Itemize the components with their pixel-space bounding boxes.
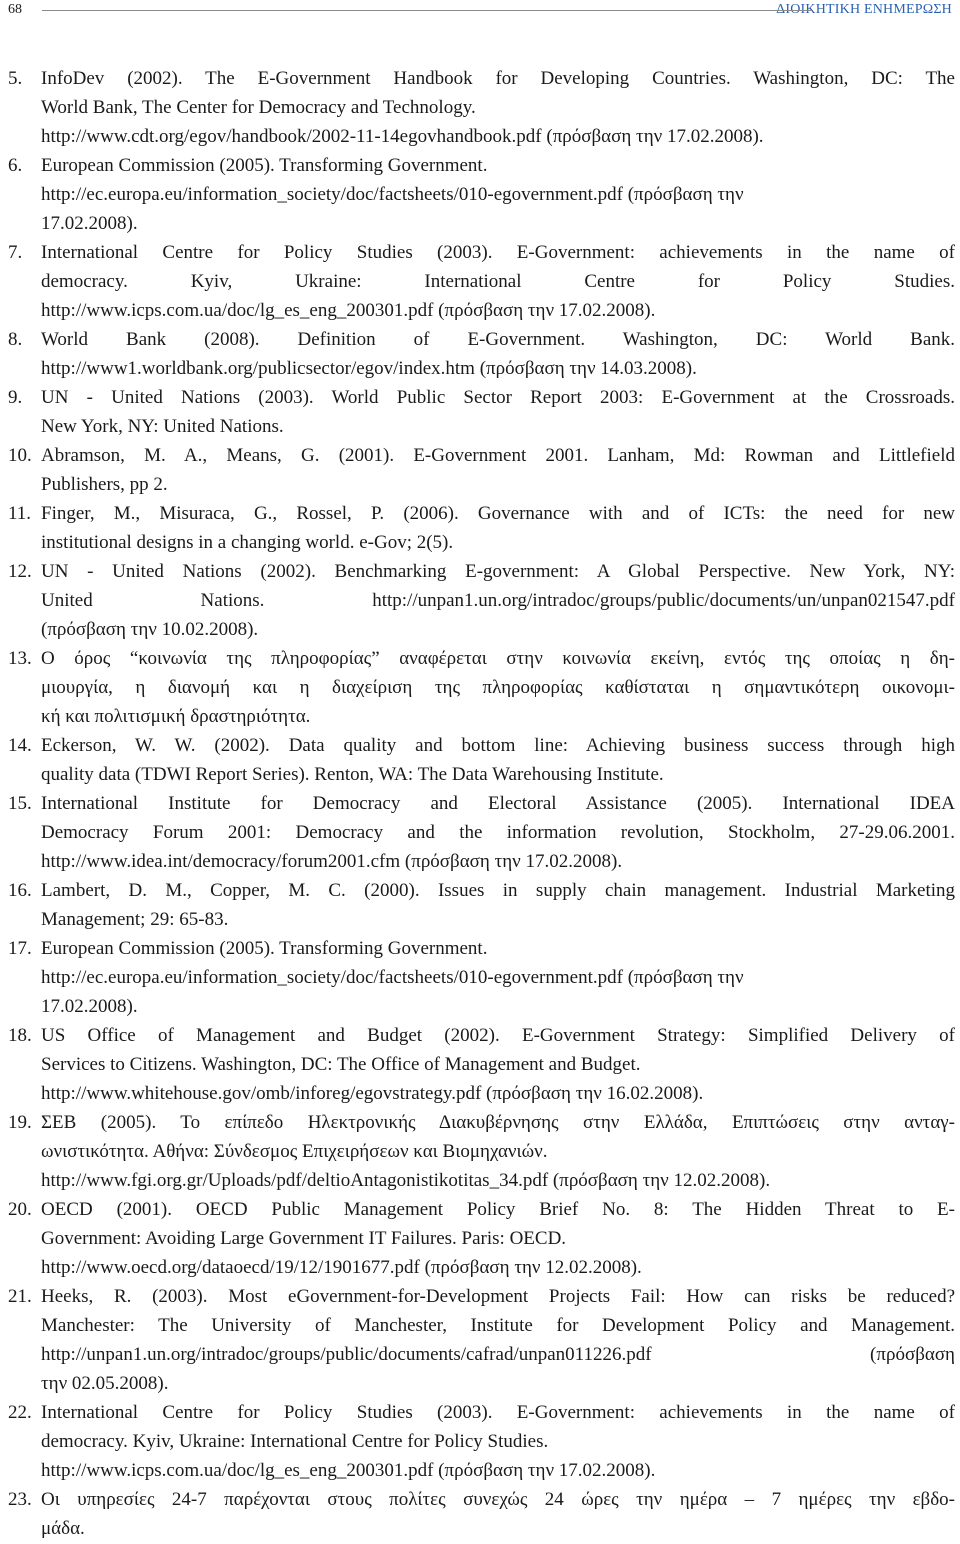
reference-text: European Commission (2005). Transforming Government. (41, 938, 488, 959)
reference-text: Heeks, R. (2003). Most eGovernment-for-Development Projects Fail: How can risks be reduced? (41, 1286, 955, 1307)
reference-line (0, 1108, 960, 1137)
reference-line (0, 586, 960, 615)
reference-text: International Centre for Policy Studies (2003). E-Government: achievements in the name of (41, 1402, 955, 1423)
reference-number: 5. (8, 68, 23, 89)
reference-text: quality data (TDWI Report Series). Renton, WA: The Data Warehousing Institute. (41, 764, 664, 785)
reference-line (0, 209, 960, 238)
page-header (8, 0, 952, 24)
journal-title: ΔΙΟΙΚΗΤΙΚΗ ΕΝΗΜΕΡΩΣΗ (776, 2, 952, 17)
reference-line (0, 1514, 960, 1543)
reference-text: Finger, M., Misuraca, G., Rossel, P. (2006). Governance with and of ICTs: the need for new (41, 503, 955, 524)
reference-text: (πρόσβαση την 10.02.2008). (41, 619, 259, 640)
reference-text: http://www.icps.com.ua/doc/lg_es_eng_200301.pdf (πρόσβαση την 17.02.2008). (41, 1460, 656, 1481)
header-rule (42, 10, 812, 11)
reference-line (0, 1195, 960, 1224)
reference-text: http://www.whitehouse.gov/omb/inforeg/egovstrategy.pdf (πρόσβαση την 16.02.2008). (41, 1083, 704, 1104)
reference-line (0, 528, 960, 557)
reference-text: http://ec.europa.eu/information_society/doc/factsheets/010-egovernment.pdf (πρόσβαση την (41, 184, 744, 205)
reference-line (0, 934, 960, 963)
reference-number: 10. (8, 445, 32, 466)
reference-line (0, 93, 960, 122)
reference-text: http://www.cdt.org/egov/handbook/2002-11-14egovhandbook.pdf (πρόσβαση την 17.02.2008). (41, 126, 764, 147)
reference-line (0, 644, 960, 673)
reference-text: UN - United Nations (2002). Benchmarking E-government: A Global Perspective. New York, NY: (41, 561, 955, 582)
reference-number: 17. (8, 938, 32, 959)
reference-line (0, 992, 960, 1021)
reference-text: http://www1.worldbank.org/publicsector/egov/index.htm (πρόσβαση την 14.03.2008). (41, 358, 697, 379)
reference-line (0, 1050, 960, 1079)
reference-text: Οι υπηρεσίες 24-7 παρέχονται στους πολίτες συνεχώς 24 ώρες την ημέρα – 7 ημέρες την εβδο- (41, 1489, 955, 1510)
reference-text: Government: Avoiding Large Government IT Failures. Paris: OECD. (41, 1228, 567, 1249)
reference-text: κή και πολιτισμική δραστηριότητα. (41, 706, 311, 727)
reference-line (0, 905, 960, 934)
reference-number: 13. (8, 648, 32, 669)
reference-number: 19. (8, 1112, 32, 1133)
reference-line (0, 1137, 960, 1166)
reference-line (0, 383, 960, 412)
reference-text: Manchester: The University of Manchester, Institute for Development Policy and Management. (41, 1315, 955, 1336)
reference-line (0, 296, 960, 325)
reference-text: Abramson, M. A., Means, G. (2001). E-Government 2001. Lanham, Md: Rowman and Littlefield (41, 445, 955, 466)
reference-line (0, 789, 960, 818)
page-number: 68 (8, 2, 22, 17)
reference-text: μιουργία, η διανομή και η διαχείριση της πληροφορίας καθίσταται η σημαντικότερη οικονομι- (41, 677, 955, 698)
reference-text: την 02.05.2008). (41, 1373, 169, 1394)
reference-text: Democracy Forum 2001: Democracy and the information revolution, Stockholm, 27-29.06.2001. (41, 822, 955, 843)
reference-text: Services to Citizens. Washington, DC: The Office of Management and Budget. (41, 1054, 641, 1075)
reference-text: http://www.oecd.org/dataoecd/19/12/1901677.pdf (πρόσβαση την 12.02.2008). (41, 1257, 642, 1278)
reference-line (0, 151, 960, 180)
reference-line (0, 1021, 960, 1050)
reference-line (0, 847, 960, 876)
reference-number: 7. (8, 242, 23, 263)
reference-text: 17.02.2008). (41, 996, 138, 1017)
reference-line (0, 673, 960, 702)
reference-line (0, 354, 960, 383)
reference-line (0, 731, 960, 760)
reference-number: 6. (8, 155, 23, 176)
reference-line (0, 1224, 960, 1253)
reference-text: μάδα. (41, 1518, 85, 1539)
reference-text: http://ec.europa.eu/information_society/doc/factsheets/010-egovernment.pdf (πρόσβαση την (41, 967, 744, 988)
reference-line (0, 122, 960, 151)
reference-line (0, 64, 960, 93)
reference-text: democracy. Kyiv, Ukraine: International Centre for Policy Studies. (41, 271, 955, 292)
reference-number: 20. (8, 1199, 32, 1220)
reference-text: http://www.idea.int/democracy/forum2001.cfm (πρόσβαση την 17.02.2008). (41, 851, 623, 872)
reference-line (0, 818, 960, 847)
reference-line (0, 876, 960, 905)
reference-text: Lambert, D. M., Copper, M. C. (2000). Issues in supply chain management. Industrial Marketing (41, 880, 955, 901)
reference-line (0, 1079, 960, 1108)
reference-line (0, 760, 960, 789)
reference-line (0, 325, 960, 354)
reference-text: 17.02.2008). (41, 213, 138, 234)
reference-text: World Bank (2008). Definition of E-Government. Washington, DC: World Bank. (41, 329, 955, 350)
reference-text: ΣΕΒ (2005). Το επίπεδο Ηλεκτρονικής Διακυβέρνησης στην Ελλάδα, Επιπτώσεις στην ανταγ- (41, 1112, 955, 1133)
reference-text: http://unpan1.un.org/intradoc/groups/public/documents/cafrad/unpan011226.pdf (πρόσβαση (41, 1344, 955, 1365)
reference-line (0, 1311, 960, 1340)
reference-text: World Bank, The Center for Democracy and Technology. (41, 97, 476, 118)
reference-text: International Institute for Democracy and Electoral Assistance (2005). International IDEA (41, 793, 955, 814)
reference-line (0, 1253, 960, 1282)
reference-text: Ο όρος “κοινωνία της πληροφορίας” αναφέρεται στην κοινωνία εκείνη, εντός της οποίας η δη- (41, 648, 955, 669)
reference-number: 22. (8, 1402, 32, 1423)
reference-text: ωνιστικότητα. Αθήνα: Σύνδεσμος Επιχειρήσεων και Βιομηχανιών. (41, 1141, 548, 1162)
reference-line (0, 1166, 960, 1195)
reference-text: New York, NY: United Nations. (41, 416, 284, 437)
reference-number: 12. (8, 561, 32, 582)
reference-text: InfoDev (2002). The E-Government Handbook for Developing Countries. Washington, DC: The (41, 68, 955, 89)
reference-line (0, 615, 960, 644)
reference-number: 14. (8, 735, 32, 756)
reference-line (0, 702, 960, 731)
reference-number: 15. (8, 793, 32, 814)
reference-text: European Commission (2005). Transforming Government. (41, 155, 488, 176)
reference-text: democracy. Kyiv, Ukraine: International Centre for Policy Studies. (41, 1431, 549, 1452)
reference-text: US Office of Management and Budget (2002). E-Government Strategy: Simplified Delivery of (41, 1025, 955, 1046)
reference-line (0, 238, 960, 267)
reference-text: International Centre for Policy Studies (2003). E-Government: achievements in the name of (41, 242, 955, 263)
reference-text: OECD (2001). OECD Public Management Policy Brief No. 8: The Hidden Threat to E- (41, 1199, 955, 1220)
reference-number: 8. (8, 329, 23, 350)
reference-number: 18. (8, 1025, 32, 1046)
reference-line (0, 1485, 960, 1514)
reference-text: United Nations. http://unpan1.un.org/intradoc/groups/public/documents/un/unpan021547.pdf (41, 590, 955, 611)
reference-line (0, 499, 960, 528)
reference-line (0, 1456, 960, 1485)
reference-text: http://www.icps.com.ua/doc/lg_es_eng_200301.pdf (πρόσβαση την 17.02.2008). (41, 300, 656, 321)
reference-number: 21. (8, 1286, 32, 1307)
reference-line (0, 963, 960, 992)
reference-line (0, 470, 960, 499)
reference-text: Eckerson, W. W. (2002). Data quality and bottom line: Achieving business success through high (41, 735, 955, 756)
reference-text: institutional designs in a changing world. e-Gov; 2(5). (41, 532, 454, 553)
reference-number: 23. (8, 1489, 32, 1510)
reference-text: Publishers, pp 2. (41, 474, 168, 495)
reference-number: 11. (8, 503, 32, 524)
reference-text: Management; 29: 65-83. (41, 909, 229, 930)
reference-line (0, 180, 960, 209)
reference-line (0, 412, 960, 441)
reference-line (0, 267, 960, 296)
reference-line (0, 1282, 960, 1311)
reference-line (0, 1398, 960, 1427)
reference-line (0, 441, 960, 470)
reference-text: http://www.fgi.org.gr/Uploads/pdf/deltioAntagonistikotitas_34.pdf (πρόσβαση την 12.02.2008). (41, 1170, 771, 1191)
reference-line (0, 1340, 960, 1369)
reference-number: 16. (8, 880, 32, 901)
reference-line (0, 557, 960, 586)
reference-text: UN - United Nations (2003). World Public Sector Report 2003: E-Government at the Crossroads. (41, 387, 955, 408)
reference-line (0, 1369, 960, 1398)
reference-line (0, 1427, 960, 1456)
reference-number: 9. (8, 387, 23, 408)
